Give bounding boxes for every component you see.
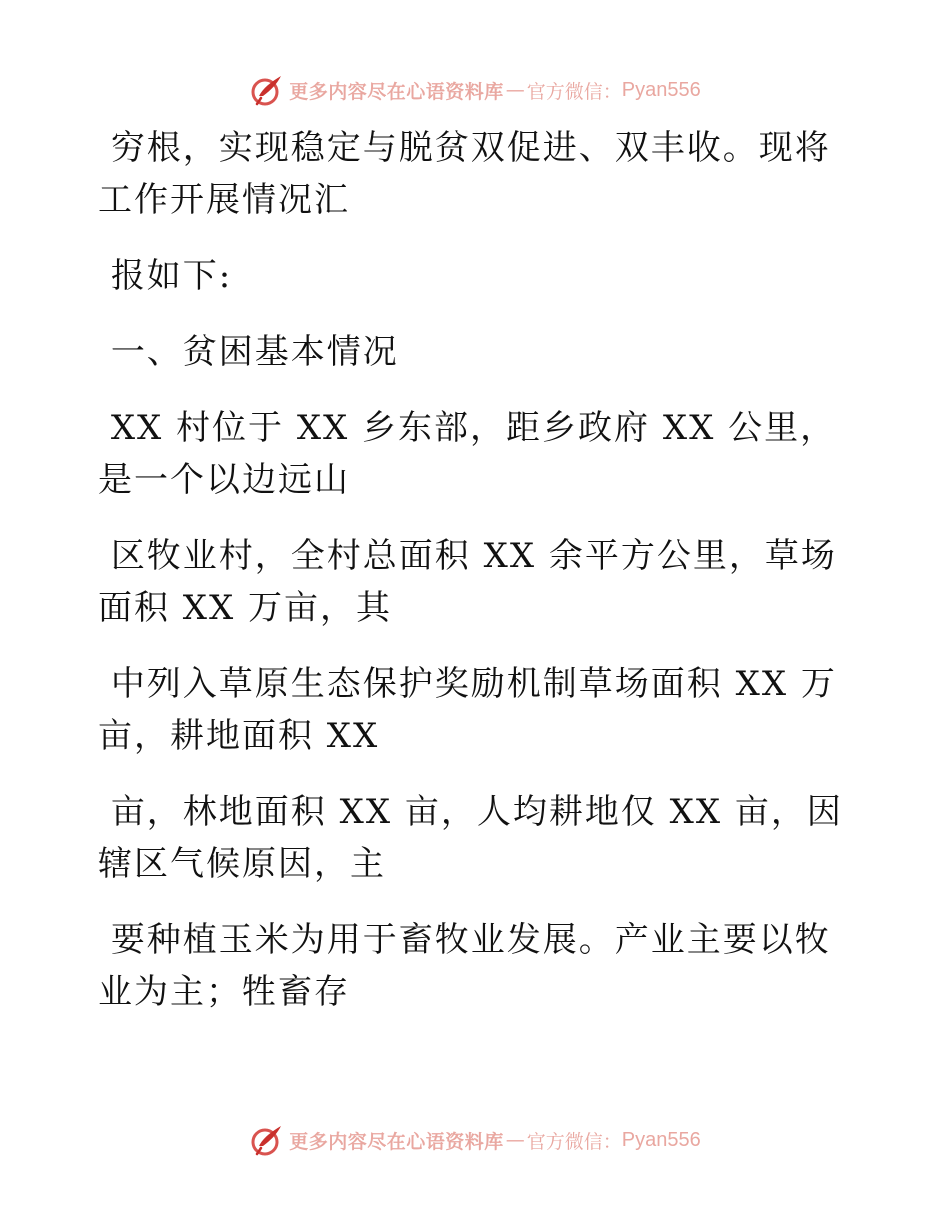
header-watermark: [0, 70, 950, 110]
watermark-separator: —: [505, 1129, 525, 1151]
footer-watermark: [0, 1120, 950, 1160]
document-body: [98, 122, 858, 1042]
paragraph-7: 亩，林地面积 XX 亩，人均耕地仅 XX 亩，因辖区气候原因，主: [98, 792, 843, 884]
watermark-contact-id: Pyan556: [621, 78, 701, 101]
quill-logo-icon: [249, 72, 285, 108]
watermark-separator: —: [505, 79, 525, 101]
paragraph-5: 区牧业村，全村总面积 XX 余平方公里，草场面积 XX 万亩，其: [98, 536, 837, 628]
paragraph-2: 报如下:: [98, 256, 233, 296]
paragraph-8: 要种植玉米为用于畜牧业发展。产业主要以牧业为主；牲畜存: [98, 920, 831, 1012]
watermark-contact-label: 官方微信：: [526, 1130, 622, 1153]
watermark-contact-label: 官方微信：: [526, 80, 622, 103]
watermark-main-text: 更多内容尽在心语资料库: [289, 80, 504, 103]
watermark-main-text: 更多内容尽在心语资料库: [289, 1130, 504, 1153]
paragraph-6: 中列入草原生态保护奖励机制草场面积 XX 万亩，耕地面积 XX: [98, 664, 837, 756]
quill-logo-icon: [249, 1122, 285, 1158]
section-heading: 一、贫困基本情况: [98, 332, 399, 372]
paragraph-4: XX 村位于 XX 乡东部，距乡政府 XX 公里，是一个以边远山: [98, 408, 837, 500]
paragraph-1: 穷根，实现稳定与脱贫双促进、双丰收。现将工作开展情况汇: [98, 128, 831, 220]
watermark-contact-id: Pyan556: [621, 1128, 701, 1151]
